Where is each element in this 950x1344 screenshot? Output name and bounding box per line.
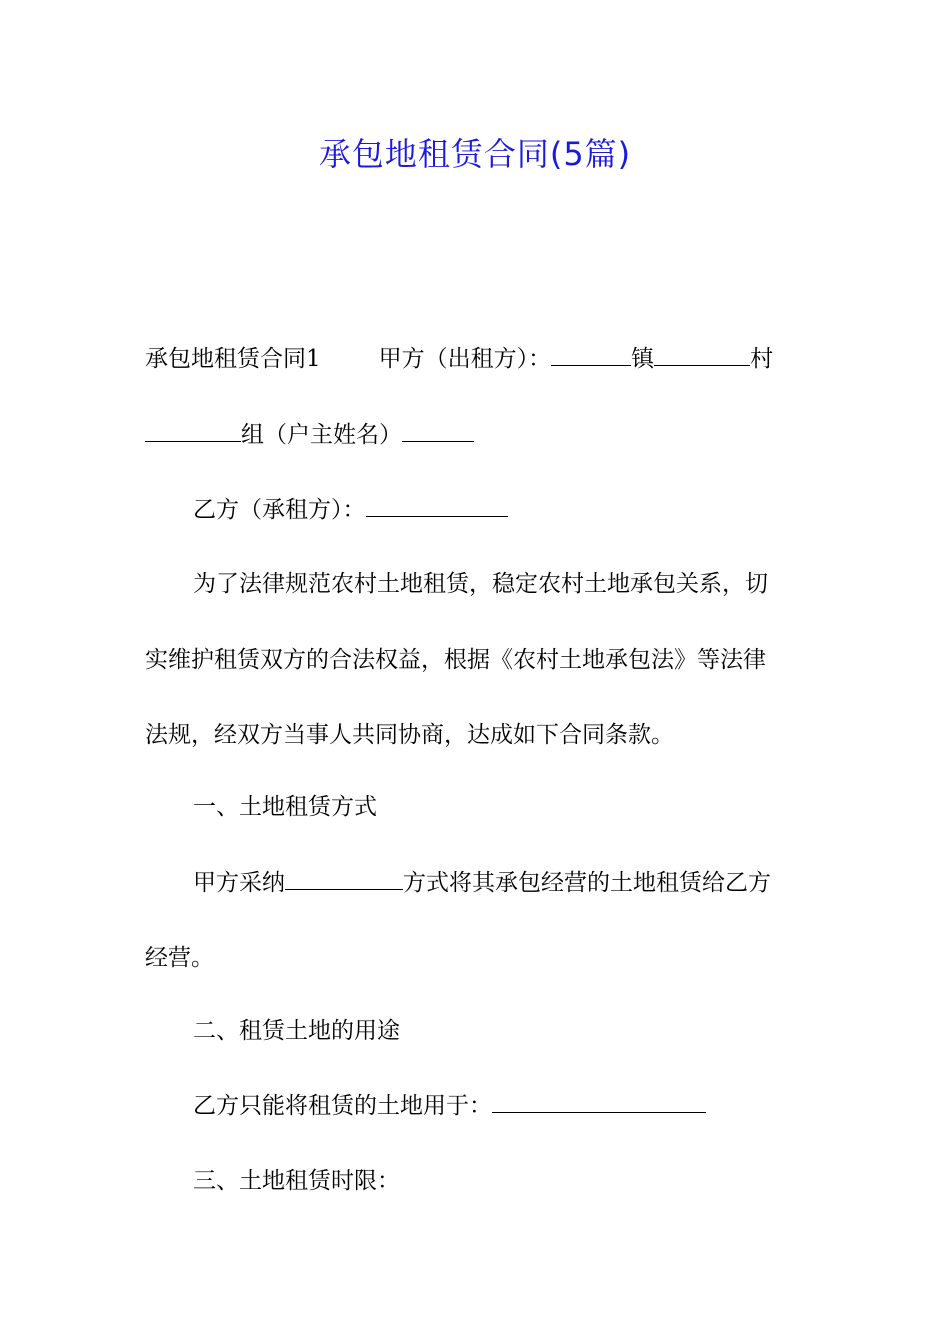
lease-method-blank xyxy=(285,869,403,890)
town-blank xyxy=(551,345,631,366)
village-label: 村 xyxy=(750,346,774,372)
document-title: 承包地租赁合同(5篇) xyxy=(318,135,632,173)
section-2-title: 二、租赁土地的用途 xyxy=(193,1018,400,1044)
section-1-text-end: 方式将其承包经营的土地租赁给乙方 xyxy=(403,870,771,896)
section-3-title: 三、土地租赁时限： xyxy=(193,1168,400,1194)
contract-header-line xyxy=(145,321,807,397)
town-label: 镇 xyxy=(631,346,655,372)
contract-heading: 承包地租赁合同1 xyxy=(145,346,321,372)
section-1-paragraph-line-2: 经营。 xyxy=(145,945,214,971)
party-a-label: 甲方（出租方）： xyxy=(378,346,552,372)
section-2-text: 乙方只能将租赁的土地用于： xyxy=(193,1093,492,1119)
section-1-title: 一、土地租赁方式 xyxy=(193,794,377,820)
party-b-blank xyxy=(366,496,508,517)
group-label: 组（户主姓名） xyxy=(241,422,402,448)
section-2-paragraph xyxy=(193,1068,807,1144)
section-1-paragraph xyxy=(193,845,807,921)
section-1-text-start: 甲方采纳 xyxy=(193,870,285,896)
village-blank xyxy=(654,345,750,366)
party-b-line xyxy=(193,472,807,548)
party-b-label: 乙方（承租方）： xyxy=(193,497,366,523)
intro-line-1: 为了法律规范农村土地租赁，稳定农村土地承包关系，切 xyxy=(193,571,768,597)
intro-line-3: 法规，经双方当事人共同协商，达成如下合同条款。 xyxy=(145,722,674,748)
land-use-blank xyxy=(492,1092,706,1113)
group-blank xyxy=(145,421,241,442)
group-line xyxy=(145,397,807,473)
intro-line-2: 实维护租赁双方的合法权益，根据《农村土地承包法》等法律 xyxy=(145,647,766,673)
householder-blank xyxy=(402,421,474,442)
